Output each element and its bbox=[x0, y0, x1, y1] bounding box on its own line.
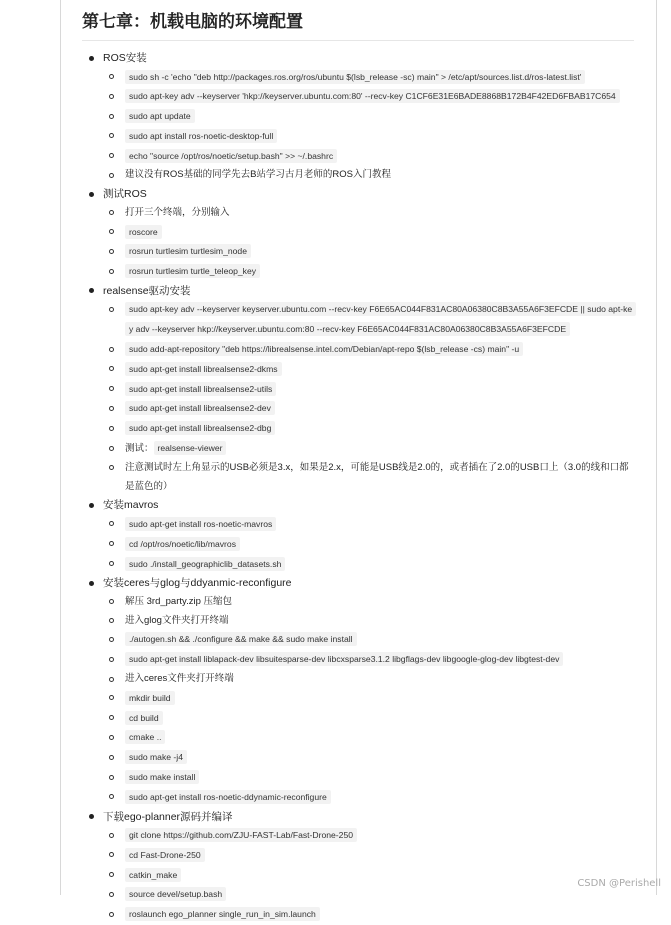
command-code: sudo make install bbox=[125, 770, 199, 784]
command-code: roscore bbox=[125, 225, 162, 239]
command-code: mkdir build bbox=[125, 691, 175, 705]
command-code: source devel/setup.bash bbox=[125, 887, 226, 901]
command-code: sudo apt-get install librealsense2-dev bbox=[125, 401, 275, 415]
step-item bbox=[103, 87, 634, 107]
step-item bbox=[103, 262, 634, 282]
command-code: roslaunch ego_planner single_run_in_sim.launch bbox=[125, 907, 320, 921]
command-code: sudo apt-get install liblapack-dev libsuitesparse-dev libcxsparse3.1.2 libgflags-dev libgoogle-glog-dev libgtest-dev bbox=[125, 652, 563, 666]
step-item bbox=[103, 419, 634, 439]
step-item bbox=[103, 885, 634, 905]
step-item bbox=[103, 555, 634, 575]
step-item bbox=[103, 650, 634, 670]
command-code: sudo add-apt-repository "deb https://librealsense.intel.com/Debian/apt-repo $(lsb_release -cs) main" -u bbox=[125, 342, 523, 356]
step-list bbox=[103, 826, 634, 925]
step-item bbox=[103, 300, 634, 340]
step-item bbox=[103, 788, 634, 808]
command-code: sudo ./install_geographiclib_datasets.sh bbox=[125, 557, 285, 571]
step-item bbox=[103, 204, 634, 223]
step-list bbox=[103, 300, 634, 496]
command-code: sudo apt-get install librealsense2-utils bbox=[125, 382, 276, 396]
section-item bbox=[82, 282, 634, 496]
command-code: realsense-viewer bbox=[154, 441, 227, 455]
command-code: ./autogen.sh && ./configure && make && sudo make install bbox=[125, 632, 357, 646]
section-item bbox=[82, 808, 634, 925]
step-text: 进入glog文件夹打开终端 bbox=[125, 614, 229, 626]
step-item bbox=[103, 439, 634, 459]
command-code: rosrun turtlesim turtle_teleop_key bbox=[125, 264, 260, 278]
step-item bbox=[103, 593, 634, 612]
command-code: sudo apt-get install librealsense2-dkms bbox=[125, 362, 282, 376]
step-text: 建议没有ROS基础的同学先去B站学习古月老师的ROS入门教程 bbox=[125, 169, 392, 181]
command-code: echo "source /opt/ros/noetic/setup.bash" >> ~/.bashrc bbox=[125, 149, 337, 163]
step-item bbox=[103, 535, 634, 555]
section-list bbox=[82, 49, 634, 925]
command-code: sudo apt-get install ros-noetic-mavros bbox=[125, 517, 276, 531]
step-item bbox=[103, 748, 634, 768]
step-item bbox=[103, 68, 634, 88]
step-text: 注意测试时左上角显示的USB必须是3.x，如果是2.x，可能是USB线是2.0的，或者插在了2.0的USB口上（3.0的线和口都是蓝色的） bbox=[125, 461, 629, 492]
step-item bbox=[103, 826, 634, 846]
command-code: git clone https://github.com/ZJU-FAST-Lab/Fast-Drone-250 bbox=[125, 828, 357, 842]
command-code: cd Fast-Drone-250 bbox=[125, 848, 205, 862]
section-heading: ROS安装 bbox=[103, 52, 147, 64]
page-border-right bbox=[656, 0, 657, 895]
step-item bbox=[103, 670, 634, 689]
command-code: sudo apt-get install ros-noetic-ddynamic-reconfigure bbox=[125, 790, 331, 804]
step-item bbox=[103, 846, 634, 866]
step-item bbox=[103, 630, 634, 650]
step-text: 打开三个终端，分别输入 bbox=[125, 206, 230, 218]
step-text: 解压 3rd_party.zip 压缩包 bbox=[125, 595, 232, 607]
step-item bbox=[103, 768, 634, 788]
step-text: 进入ceres文件夹打开终端 bbox=[125, 673, 234, 685]
step-item bbox=[103, 728, 634, 748]
step-item bbox=[103, 127, 634, 147]
command-code: sudo apt-get install librealsense2-dbg bbox=[125, 421, 275, 435]
section-heading: 测试ROS bbox=[103, 188, 147, 201]
command-code: sudo make -j4 bbox=[125, 750, 187, 764]
command-code: cd /opt/ros/noetic/lib/mavros bbox=[125, 537, 240, 551]
section-item bbox=[82, 185, 634, 282]
command-code: sudo apt-key adv --keyserver keyserver.ubuntu.com --recv-key F6E65AC044F831AC80A06380C8B3A55A6F3EFCDE || sudo apt-key adv --keyserver hkp://keyserver.ubuntu.com:80 --recv-key F6E65AC044F831AC80A06380C8B3A55A6F3EFCDE bbox=[125, 302, 636, 336]
page-border-left bbox=[60, 0, 61, 895]
step-text: 测试： bbox=[125, 443, 154, 455]
step-list bbox=[103, 204, 634, 282]
section-heading: realsense驱动安装 bbox=[103, 284, 191, 297]
watermark: CSDN @Perishell bbox=[577, 878, 661, 889]
step-item bbox=[103, 866, 634, 886]
command-code: cd build bbox=[125, 711, 163, 725]
step-item bbox=[103, 107, 634, 127]
section-heading: 下载ego-planner源码并编译 bbox=[103, 810, 233, 823]
step-item bbox=[103, 223, 634, 243]
step-item bbox=[103, 242, 634, 262]
command-code: sudo apt-key adv --keyserver 'hkp://keyserver.ubuntu.com:80' --recv-key C1CF6E31E6BADE8868B172B4F42ED6FBAB17C654 bbox=[125, 89, 620, 103]
step-list bbox=[103, 593, 634, 808]
command-code: sudo apt install ros-noetic-desktop-full bbox=[125, 129, 277, 143]
step-item bbox=[103, 612, 634, 631]
section-heading: 安装ceres与glog与ddyanmic-reconfigure bbox=[103, 577, 292, 590]
step-item bbox=[103, 459, 634, 497]
section-item bbox=[82, 574, 634, 807]
step-item bbox=[103, 689, 634, 709]
step-item bbox=[103, 399, 634, 419]
step-item bbox=[103, 360, 634, 380]
section-item bbox=[82, 49, 634, 185]
command-code: catkin_make bbox=[125, 868, 181, 882]
step-list bbox=[103, 515, 634, 574]
command-code: cmake .. bbox=[125, 730, 165, 744]
command-code: sudo sh -c 'echo "deb http://packages.ros.org/ros/ubuntu $(lsb_release -sc) main" > /etc/apt/sources.list.d/ros-latest.list' bbox=[125, 70, 585, 84]
section-item bbox=[82, 496, 634, 574]
command-code: rosrun turtlesim turtlesim_node bbox=[125, 244, 251, 258]
command-code: sudo apt update bbox=[125, 109, 195, 123]
step-list bbox=[103, 68, 634, 186]
step-item bbox=[103, 166, 634, 185]
chapter-title: 第七章：机载电脑的环境配置 bbox=[82, 10, 634, 41]
step-item bbox=[103, 340, 634, 360]
step-item bbox=[103, 380, 634, 400]
step-item bbox=[103, 709, 634, 729]
step-item bbox=[103, 905, 634, 925]
step-item bbox=[103, 515, 634, 535]
article-content bbox=[82, 0, 634, 925]
section-heading: 安装mavros bbox=[103, 499, 159, 512]
step-item bbox=[103, 147, 634, 167]
